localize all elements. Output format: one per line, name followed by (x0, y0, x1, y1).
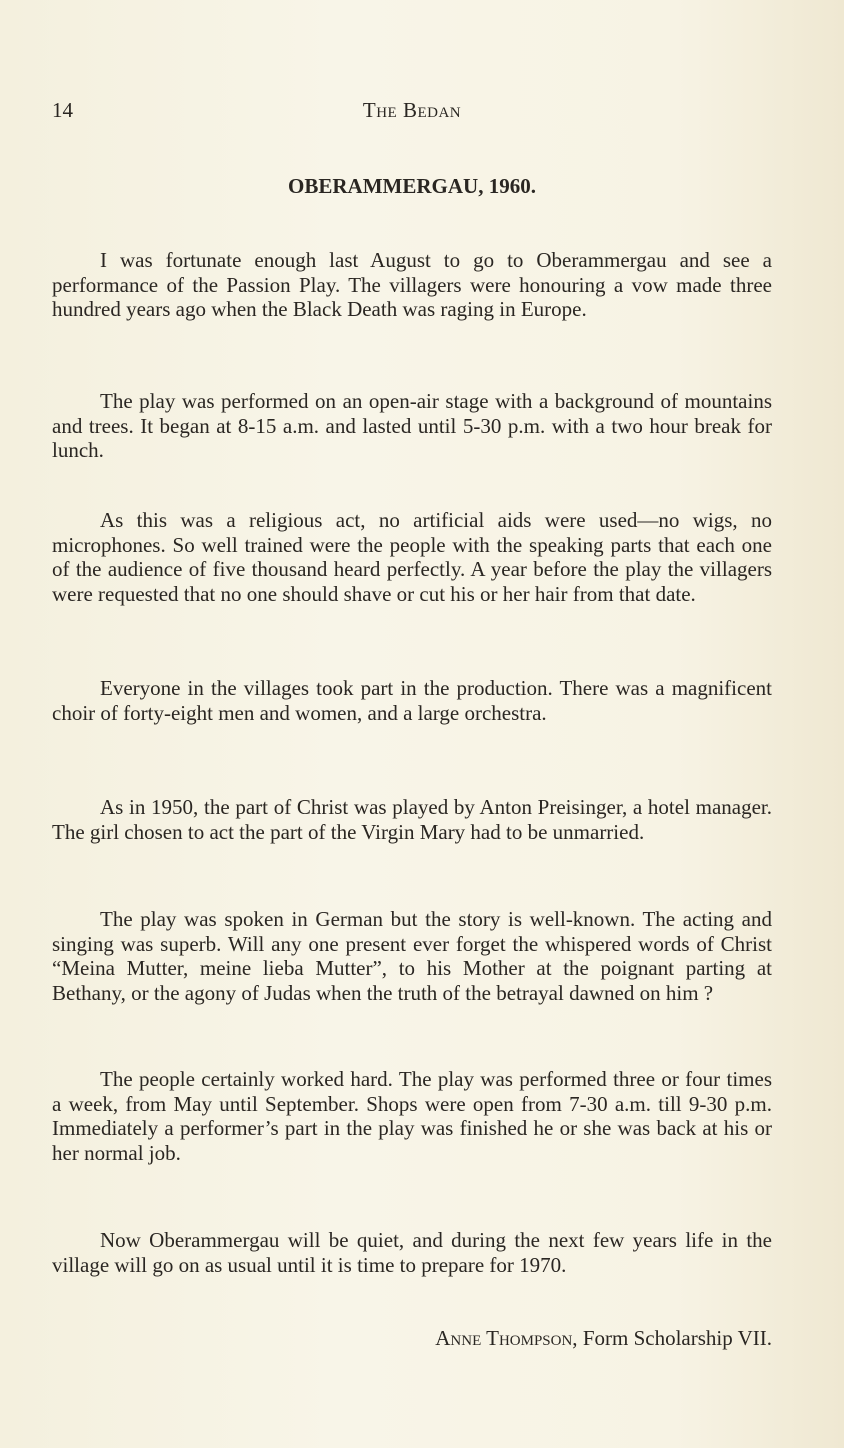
journal-title: The Bedan (362, 98, 462, 122)
paragraph-8: Now Oberammergau will be quiet, and during the next few years life in the village will go on as usual until it is time to prepare for 1970. (52, 1228, 772, 1277)
paragraph-3: As this was a religious act, no artificial aids were used—no wigs, no microphones. So well trained were the people with the speaking parts that each one of the audience of five thousand heard perfectly. A year before the play the villagers were requested that no one should shave or cut his or her hair from that date. (52, 508, 772, 606)
paragraph-6: The play was spoken in German but the story is well-known. The acting and singing was superb. Will any one present ever forget the whispered words of Christ “Meina Mutter, meine lieba Mutter”, to his Mother at the poignant parting at Bethany, or the agony of Judas when the truth of the betrayal dawned on him ? (52, 907, 772, 1005)
author-signature (52, 1326, 772, 1351)
author-form: Form Scholarship VII. (582, 1326, 772, 1350)
author-name: Anne Thompson, (435, 1326, 578, 1350)
paragraph-1: I was fortunate enough last August to go to Oberammergau and see a performance of the Passion Play. The villagers were honouring a vow made three hundred years ago when the Black Death was raging in Europe. (52, 248, 772, 321)
paragraph-5: As in 1950, the part of Christ was played by Anton Preisinger, a hotel manager. The girl chosen to act the part of the Virgin Mary had to be unmarried. (52, 795, 772, 844)
paragraph-2: The play was performed on an open-air stage with a background of mountains and trees. It began at 8-15 a.m. and lasted until 5-30 p.m. with a two hour break for lunch. (52, 389, 772, 462)
running-head (52, 98, 772, 122)
page-number: 14 (52, 98, 73, 122)
paragraph-4: Everyone in the villages took part in the production. There was a magnificent choir of forty-eight men and women, and a large orchestra. (52, 676, 772, 725)
article-title: OBERAMMERGAU, 1960. (288, 174, 536, 198)
paragraph-7: The people certainly worked hard. The play was performed three or four times a week, from May until September. Shops were open from 7-30 a.m. till 9-30 p.m. Immediately a performer’s part in the play was finished he or she was back at his or her normal job. (52, 1067, 772, 1165)
